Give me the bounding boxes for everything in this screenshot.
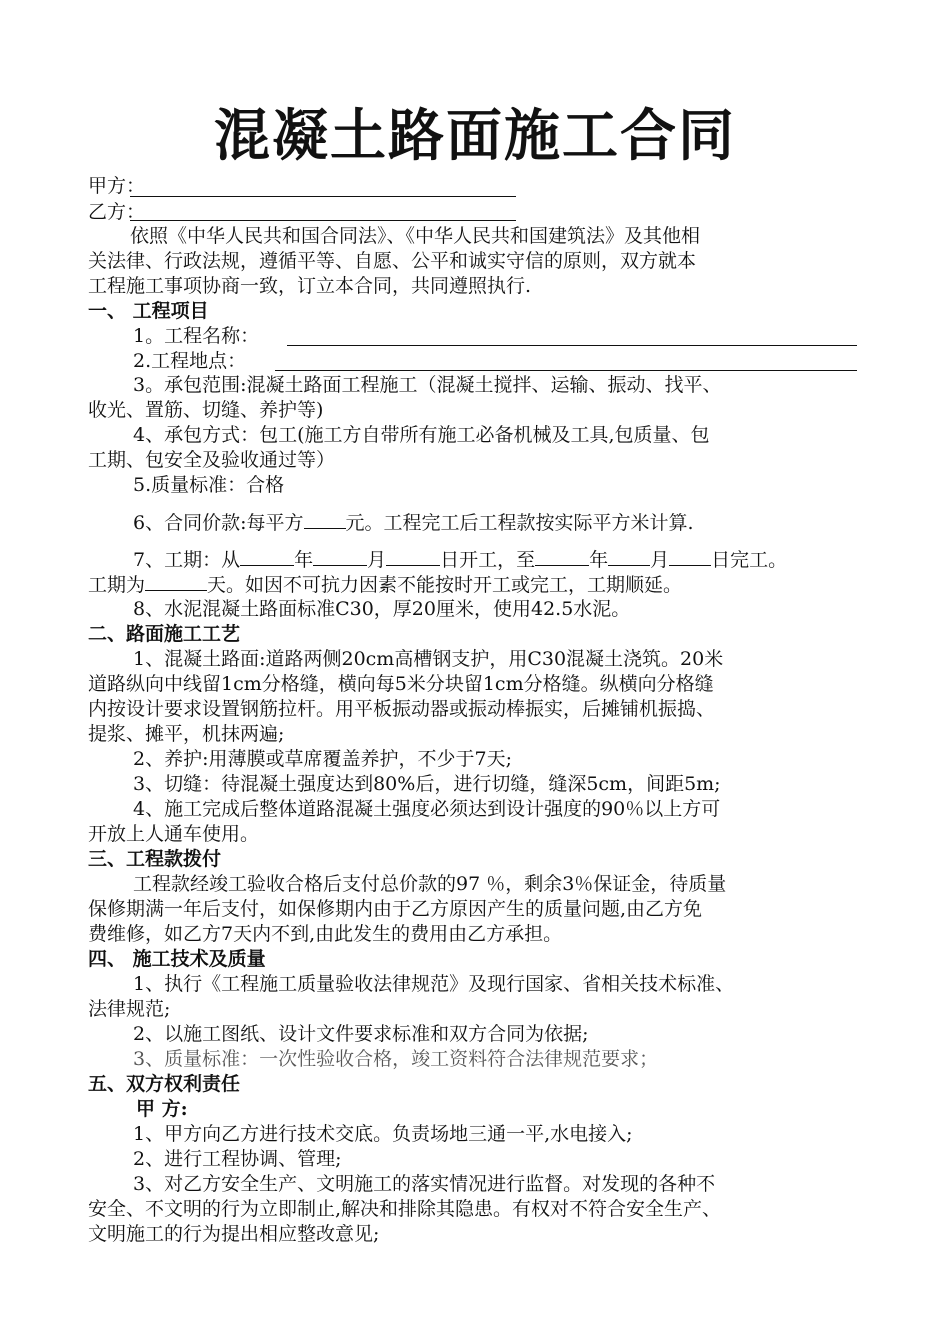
section-3-heading: 三、工程款拨付 [88, 848, 222, 870]
intro-line-2: 关法律、行政法规，遵循平等、自愿、公平和诚实守信的原则，双方就本 [88, 250, 697, 272]
tech-quality-standard: 3、质量标准：一次性验收合格，竣工资料符合法律规范要求； [133, 1048, 659, 1070]
start-day-blank [386, 547, 440, 566]
month-text: 月 [367, 549, 387, 571]
section-5-heading: 五、双方权利责任 [88, 1073, 241, 1095]
craft-p1-line-3: 内按设计要求设置钢筋拉杆。用平板振动器或振动棒振实，后摊铺机振捣、 [88, 698, 716, 720]
scope-line-2: 收光、置筋、切缝、养护等) [88, 399, 324, 421]
project-location-label: 2.工程地点： [133, 350, 247, 372]
price-text-a: 6、合同价款:每平方 [133, 512, 304, 534]
period-duration-text: 工期为 [88, 574, 146, 596]
period-start-text: 日开工，至 [440, 549, 536, 571]
tech-basis: 2、以施工图纸、设计文件要求标准和双方合同为依据; [133, 1023, 589, 1045]
intro-line-3: 工程施工事项协商一致，订立本合同，共同遵照执行. [88, 275, 532, 297]
period-line-2 [88, 572, 682, 598]
craft-curing: 2、养护:用薄膜或草席覆盖养护，不少于7天; [133, 748, 512, 770]
party-a-label: 甲方： [88, 175, 146, 197]
craft-p1-line-2: 道路纵向中线留1cm分格缝，横向每5米分块留1cm分格缝。纵横向分格缝 [88, 673, 714, 695]
duty-a-3-line-1: 3、对乙方安全生产、文明施工的落实情况进行监督。对发现的各种不 [133, 1173, 716, 1195]
scope-line-1: 3。承包范围:混凝土路面工程施工（混凝土搅拌、运输、振动、找平、 [133, 374, 722, 396]
period-line-1 [133, 547, 787, 573]
payment-line-1: 工程款经竣工验收合格后支付总价款的97 ％，剩余3％保证金，待质量 [133, 873, 727, 895]
start-month-blank [313, 547, 367, 566]
party-b-blank [130, 220, 516, 221]
period-days-blank [145, 572, 207, 591]
craft-p4-line-2: 开放上人通车使用。 [88, 823, 260, 845]
period-end-text: 日完工。 [711, 549, 788, 571]
party-a-blank [130, 196, 516, 197]
tech-p1-line-2: 法律规范; [88, 998, 171, 1020]
pavement-standard: 8、水泥混凝土路面标准C30，厚20厘米，使用42.5水泥。 [133, 598, 631, 620]
party-a-subheading: 甲 方: [136, 1098, 188, 1120]
end-month-blank [608, 547, 650, 566]
start-year-blank [240, 547, 294, 566]
payment-line-2: 保修期满一年后支付，如保修期内由于乙方原因产生的质量问题,由乙方免 [88, 898, 703, 920]
price-text-b: 元。工程完工后工程款按实际平方米计算. [345, 512, 694, 534]
tech-p1-line-1: 1、执行《工程施工质量验收法律规范》及现行国家、省相关技术标准、 [133, 973, 735, 995]
mode-line-2: 工期、包安全及验收通过等） [88, 449, 336, 471]
section-4-heading: 四、 施工技术及质量 [88, 948, 266, 970]
period-from-text: 7、工期：从 [133, 549, 241, 571]
duty-a-3-line-2: 安全、不文明的行为立即制止,解决和排除其隐患。有权对不符合安全生产、 [88, 1198, 722, 1220]
duty-a-2: 2、进行工程协调、管理; [133, 1148, 342, 1170]
craft-p4-line-1: 4、施工完成后整体道路混凝土强度必须达到设计强度的90％以上方可 [133, 798, 721, 820]
party-b-label: 乙方： [88, 201, 146, 223]
end-day-blank [669, 547, 711, 566]
craft-cutting: 3、切缝：待混凝土强度达到80%后，进行切缝，缝深5cm，间距5m; [133, 773, 721, 795]
duty-a-3-line-3: 文明施工的行为提出相应整改意见; [88, 1223, 380, 1245]
year-text: 年 [294, 549, 314, 571]
document-title: 混凝土路面施工合同 [214, 103, 736, 169]
contract-price-line [133, 510, 694, 536]
craft-p1-line-4: 提浆、摊平，机抹两遍; [88, 723, 285, 745]
quality-standard: 5.质量标准：合格 [133, 474, 285, 496]
payment-line-3: 费维修，如乙方7天内不到,由此发生的费用由乙方承担。 [88, 923, 563, 945]
project-name-label: 1。工程名称： [133, 325, 260, 347]
section-2-heading: 二、路面施工工艺 [88, 623, 241, 645]
project-name-blank [287, 345, 857, 346]
mode-line-1: 4、承包方式：包工(施工方自带所有施工必备机械及工具,包质量、包 [133, 424, 710, 446]
period-force-majeure-text: 天。如因不可抗力因素不能按时开工或完工，工期顺延。 [207, 574, 683, 596]
end-year-blank [535, 547, 589, 566]
price-blank [304, 510, 346, 529]
year-text-2: 年 [589, 549, 609, 571]
month-text-2: 月 [650, 549, 670, 571]
craft-p1-line-1: 1、混凝土路面:道路两侧20cm高槽钢支护，用C30混凝土浇筑。20米 [133, 648, 724, 670]
project-location-blank [275, 370, 857, 371]
duty-a-1: 1、甲方向乙方进行技术交底。负责场地三通一平,水电接入; [133, 1123, 633, 1145]
intro-line-1: 依照《中华人民共和国合同法》、《中华人民共和国建筑法》及其他相 [130, 225, 701, 247]
section-1-heading: 一、 工程项目 [88, 300, 209, 322]
